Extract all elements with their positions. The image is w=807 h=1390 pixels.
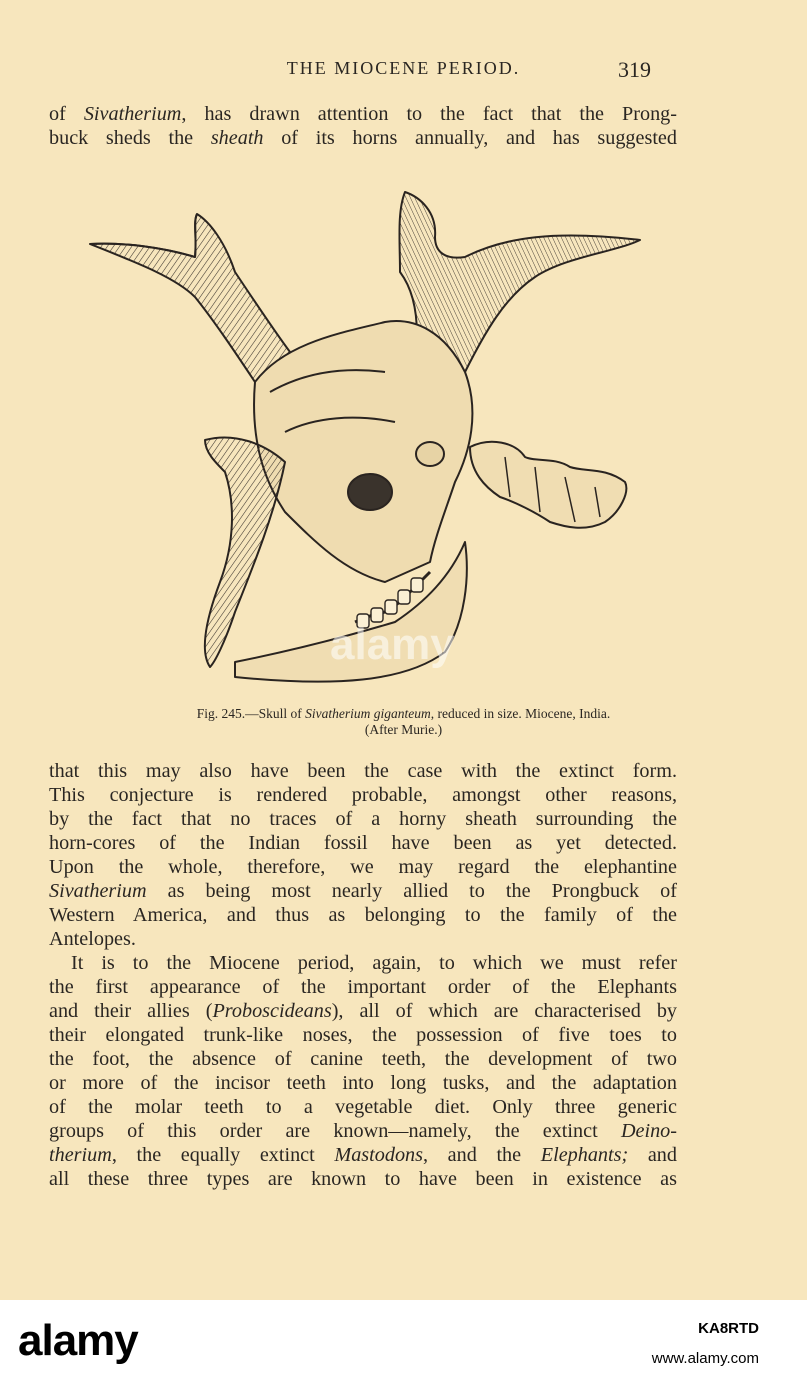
text-line: all these three types are known to have been in existence as — [49, 1168, 677, 1190]
image-id: KA8RTD — [698, 1320, 759, 1337]
watermark-logo: alamy — [330, 620, 455, 669]
brand-logo: alamy — [18, 1316, 138, 1365]
text-line: horn-cores of the Indian fossil have been as yet detected. — [49, 832, 677, 854]
text-line: and their allies (Proboscideans), all of which are characterised by — [49, 1000, 678, 1022]
caption-line: Fig. 245.—Skull of Sivatherium giganteum, reduced in size. Miocene, India. — [196, 706, 611, 721]
caption-credit: (After Murie.) — [364, 722, 443, 737]
running-title: THE MIOCENE PERIOD. — [286, 58, 521, 78]
text-line: It is to the Miocene period, again, to which we must refer — [71, 952, 677, 974]
page-number: 319 — [618, 57, 651, 82]
site-url: www.alamy.com — [651, 1350, 759, 1367]
text-line: therium, the equally extinct Mastodons, and the Elephants; and — [49, 1144, 677, 1166]
text-line: or more of the incisor teeth into long tusks, and the adaptation — [49, 1072, 677, 1094]
text-line: by the fact that no traces of a horny sheath surrounding the — [49, 808, 677, 830]
text-line: that this may also have been the case with the extinct form. — [49, 760, 677, 782]
text-line: Upon the whole, therefore, we may regard the elephantine — [49, 856, 677, 878]
text-line: groups of this order are known—namely, the extinct Deino- — [49, 1120, 677, 1142]
text-line: the first appearance of the important order of the Elephants — [49, 976, 677, 998]
text-line: buck sheds the sheath of its horns annually, and has suggested — [49, 127, 677, 149]
text-line: Western America, and thus as belonging to the family of the — [49, 904, 677, 926]
text-line: Antelopes. — [49, 928, 136, 950]
body-paragraphs — [49, 759, 677, 1191]
text-line: Sivatherium as being most nearly allied to the Prongbuck of — [49, 880, 677, 902]
text-line: of the molar teeth to a vegetable diet. Only three generic — [49, 1096, 677, 1118]
figure-caption — [40, 706, 767, 738]
text-line: This conjecture is rendered probable, amongst other reasons, — [49, 784, 677, 806]
text-line: of Sivatherium, has drawn attention to the fact that the Prong- — [49, 103, 677, 125]
top-paragraph — [49, 102, 677, 150]
text-line: their elongated trunk-like noses, the possession of five toes to — [49, 1024, 677, 1046]
text-line: the foot, the absence of canine teeth, the development of two — [49, 1048, 677, 1070]
